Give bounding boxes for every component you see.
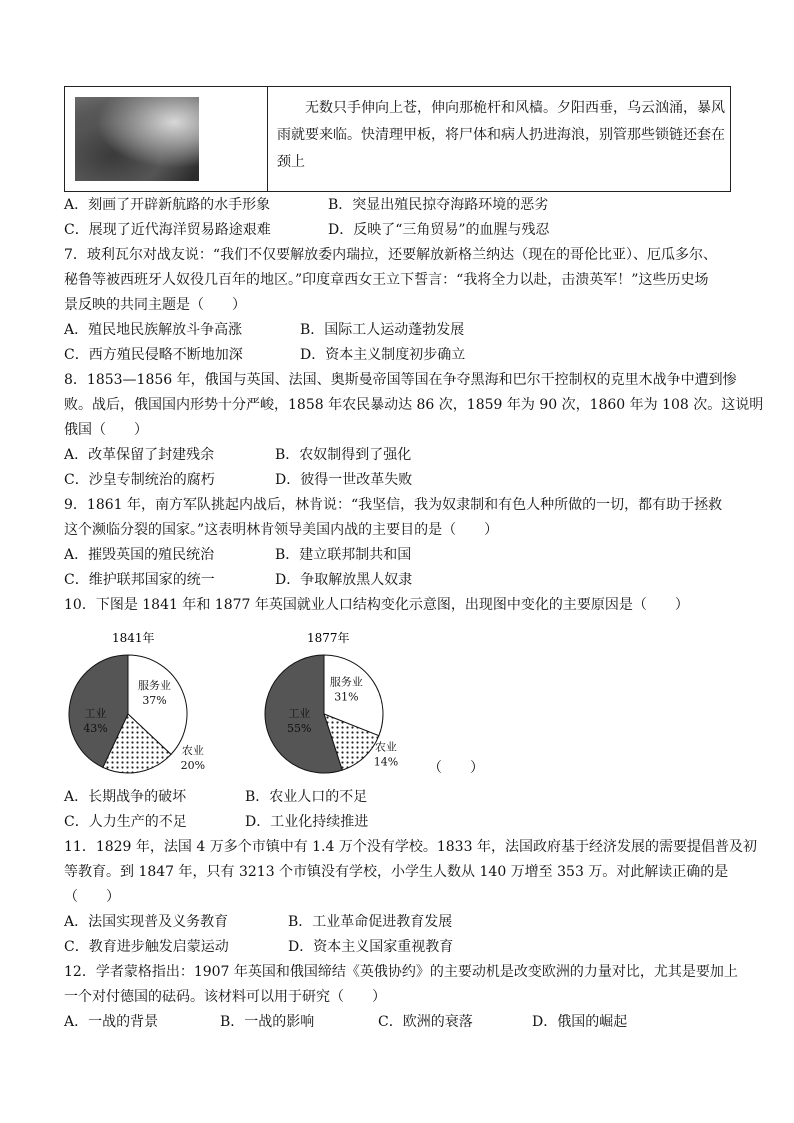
q9-stem: 9．1861 年，南方军队挑起内战后，林肯说：“我坚信，我为奴隶制和有色人种所做的一切，都有助于拯救: [64, 497, 723, 513]
pie-value-label: 43%: [83, 721, 108, 735]
q9-option-a: A．摧毁英国的殖民统治: [64, 547, 215, 563]
q10-option-a: A．长期战争的破坏: [64, 789, 187, 805]
employment-pie-charts: [60, 620, 480, 785]
q11-option-d: D．资本主义国家重视教育: [288, 939, 454, 955]
pie2-title: 1877年: [307, 631, 350, 645]
q12-option-b: B．一战的影响: [220, 1014, 315, 1030]
pie-category-label: 工业: [288, 706, 311, 720]
q6-box-line: 颈上: [277, 154, 305, 170]
q7-option-b: B．国际工人运动蓬勃发展: [300, 322, 465, 338]
q7-option-c: C．西方殖民侵略不断地加深: [64, 347, 243, 363]
pie-category-label: 农业: [181, 744, 204, 758]
pie-value-label: 37%: [142, 694, 167, 708]
q6-box-line: 雨就要来临。快清理甲板，将尸体和病人扔进海浪，别管那些锁链还套在: [277, 127, 725, 143]
q10-option-b: B．农业人口的不足: [245, 789, 368, 805]
q12-option-a: A．一战的背景: [64, 1014, 159, 1030]
q8-stem: 败。战后，俄国国内形势十分严峻，1858 年农民暴动达 86 次，1859 年为 90 次，1860 年为 108 次。这说明: [64, 397, 764, 413]
q7-stem: 秘鲁等被西班牙人奴役几百年的地区。”印度章西女王立下誓言：“我将全力以赴，击溃英军！”这些历史场: [64, 272, 709, 288]
q8-option-c: C．沙皇专制统治的腐朽: [64, 472, 215, 488]
q12-stem: 12．学者蒙格指出：1907 年英国和俄国缔结《英俄协约》的主要动机是改变欧洲的力量对比，尤其是要加上: [64, 964, 738, 980]
q7-stem: 景反映的共同主题是（ ）: [64, 297, 246, 313]
q8-option-b: B．农奴制得到了强化: [275, 447, 412, 463]
pie-category-label: 农业: [374, 740, 397, 754]
q8-stem: 8．1853—1856 年，俄国与英国、法国、奥斯曼帝国等国在争夺黑海和巴尔干控制权的克里木战争中遭到惨: [64, 372, 737, 388]
q10-option-d: D．工业化持续推进: [245, 814, 369, 830]
q6-material-table: [64, 86, 731, 192]
q11-option-a: A．法国实现普及义务教育: [64, 914, 229, 930]
q12-stem: 一个对付德国的砝码。该材料可以用于研究（ ）: [64, 989, 386, 1005]
q11-option-b: B．工业革命促进教育发展: [288, 914, 453, 930]
q6-box-line: 无数只手伸向上苍，伸向那桅杆和风樯。夕阳西垂，乌云汹涌，暴风: [277, 100, 725, 116]
q11-stem: 11．1829 年，法国 4 万多个市镇中有 1.4 万个没有学校。1833 年，法国政府基于经济发展的需要提倡普及初: [64, 839, 757, 855]
q9-option-c: C．维护联邦国家的统一: [64, 572, 215, 588]
q7-option-a: A．殖民地民族解放斗争高涨: [64, 322, 243, 338]
pie-category-label: 工业: [84, 706, 107, 720]
q8-option-d: D．彼得一世改革失败: [275, 472, 413, 488]
pie-value-label: 31%: [334, 690, 359, 704]
pie-1841: [69, 655, 205, 773]
pie-1877: [265, 655, 398, 773]
q7-stem: 7．玻利瓦尔对战友说：“我们不仅要解放委内瑞拉，还要解放新格兰纳达（现在的哥伦比亚）、厄瓜多尔、: [64, 247, 718, 263]
q9-stem: 这个濒临分裂的国家。”这表明林肯领导美国内战的主要目的是（ ）: [64, 522, 499, 538]
pie1-title: 1841年: [112, 631, 155, 645]
q9-option-b: B．建立联邦制共和国: [275, 547, 412, 563]
q12-option-c: C．欧洲的衰落: [378, 1014, 473, 1030]
q11-option-c: C．教育进步触发启蒙运动: [64, 939, 229, 955]
q11-stem: （ ）: [64, 889, 120, 905]
pie-value-label: 14%: [373, 755, 399, 769]
q8-option-a: A．改革保留了封建残余: [64, 447, 215, 463]
q11-stem: 等教育。到 1847 年，只有 3213 个市镇没有学校，小学生人数从 140 万增至 353 万。对此解读正确的是: [64, 864, 729, 880]
pie-category-label: 服务业: [138, 679, 172, 693]
q6-option-d: D．反映了“三角贸易”的血腥与残忍: [328, 222, 550, 238]
q10-option-c: C．人力生产的不足: [64, 814, 187, 830]
q6-option-a: A．刻画了开辟新航路的水手形象: [64, 197, 271, 213]
pie-value-label: 55%: [286, 721, 312, 735]
q7-option-d: D．资本主义制度初步确立: [300, 347, 466, 363]
q6-box-text: [277, 95, 725, 176]
q10-answer-blank: （ ）: [428, 760, 484, 776]
q6-option-c: C．展现了近代海洋贸易路途艰难: [64, 222, 271, 238]
painting-image: [75, 97, 199, 181]
pie-value-label: 20%: [180, 759, 206, 773]
pie-category-label: 服务业: [329, 675, 363, 689]
q8-stem: 俄国（ ）: [64, 422, 148, 438]
table-divider: [267, 87, 268, 191]
q12-option-d: D．俄国的崛起: [532, 1014, 628, 1030]
q9-option-d: D．争取解放黑人奴隶: [275, 572, 413, 588]
q10-stem: 10．下图是 1841 年和 1877 年英国就业人口结构变化示意图，出现图中变化的主要原因是（ ）: [64, 597, 689, 613]
q6-option-b: B．突显出殖民掠夺海路环境的恶劣: [328, 197, 549, 213]
